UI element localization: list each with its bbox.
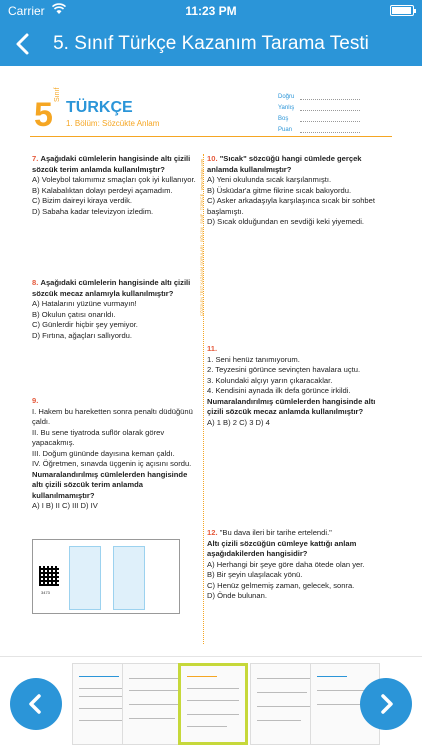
q8-option-a: A) Hatalarını yüzüne vurmayın!	[32, 299, 137, 308]
q12-option-b: B) Bir şeyin ulaşılacak yönü.	[207, 570, 303, 579]
score-points: Puan	[278, 127, 293, 133]
section-title: 1. Bölüm: Sözcükte Anlam	[66, 119, 160, 128]
grade-label: Sınıf	[54, 87, 61, 102]
q11-options: A) 1 B) 2 C) 3 D) 4	[207, 417, 270, 427]
chevron-right-icon	[360, 678, 412, 730]
grade-number: 5	[34, 96, 53, 134]
sheet-code: 3473	[41, 590, 50, 595]
q12-option-c: C) Henüz gelmemiş zaman, gelecek, sonra.	[207, 580, 355, 590]
previous-page-button[interactable]	[10, 678, 62, 730]
header-divider	[30, 136, 392, 137]
battery-icon	[390, 5, 414, 16]
question-9: 9. I. Hakem bu hareketten sonra penaltı düdüğünü çaldı. II. Bu sene tiyatroda suflör olarak görev yapacakmış. III. Doğum gününde dayısına keman çaldı. IV. Öğretmen, sınavda üçgenin iç açısını sordu. Numaralandırılmış cümlelerden hangisinde altı çizili sözcük terim anlamda kullanılmamıştır? A) I B) II C) III D) IV	[32, 396, 198, 512]
q7-option-a: A) Voleybol takımımız smaçları çok iyi kullanıyor.	[32, 175, 196, 184]
answer-column-1	[69, 546, 101, 610]
q10-option-a: A) Yeni okulunda sıcak karşılanmıştı.	[207, 175, 332, 184]
optical-answer-sheet	[32, 539, 180, 614]
q7-option-d: D) Sabaha kadar televizyon izledim.	[32, 206, 154, 216]
test-page-viewer[interactable]	[0, 66, 422, 656]
clock: 11:23 PM	[185, 4, 237, 18]
question-11: 11. 1. Seni henüz tanımıyorum. 2. Teyzesini görünce sevinçten havalara uçtu. 3. Kolundaki alçıyı yarın çıkaracaklar. 4. Kendisini aynada ilk defa görünce irkildi. Numaralandırılmış cümlelerden hangisinde altı çizili sözcük mecaz anlamda kullanılmıştır? A) 1 B) 2 C) 3 D) 4	[207, 344, 376, 427]
page-thumbnail-strip	[0, 656, 422, 750]
q10-option-b: B) Üsküdar'a gitme fikrine sıcak bakıyordu.	[207, 185, 352, 195]
q8-option-c: C) Günlerdir hiçbir şey yemiyor.	[32, 320, 138, 329]
question-12: 12. "Bu dava ileri bir tarihe ertelendi." Altı çizili sözcüğün cümleye kattığı anlam aşağıdakilerden hangisidir? A) Herhangi bir şeye göre daha ötede olan yer. B) Bir şeyin ulaşılacak yönü. C) Henüz gelmemiş zaman, gelecek, sonra. D) Önde bulunan.	[207, 528, 377, 602]
q8-option-b: B) Okulun çatısı onarıldı.	[32, 309, 116, 319]
score-box	[278, 94, 294, 138]
score-wrong: Yanlış	[278, 105, 295, 111]
q8-option-d: D) Fırtına, ağaçları sallıyordu.	[32, 330, 133, 340]
q10-option-d: D) Sıcak olduğundan en sevdiği keki yiyemedi.	[207, 217, 365, 226]
question-7: 7. Aşağıdaki cümlelerin hangisinde altı çizili sözcük terim anlamda kullanılmıştır? A) Voleybol takımımız smaçları çok iyi kullanıyor. B) Kalabalıktan dolayı perdeyi açamadım. C) Bizim daireyi kiraya verdik. D) Sabaha kadar televizyon izledim.	[32, 154, 198, 217]
status-bar	[0, 0, 422, 22]
q7-option-b: B) Kalabalıktan dolayı perdeyi açamadım.	[32, 185, 173, 195]
chevron-left-icon	[10, 678, 62, 730]
next-page-button[interactable]	[360, 678, 412, 730]
q12-option-d: D) Önde bulunan.	[207, 591, 267, 600]
q12-option-a: A) Herhangi bir şeye göre daha ötede olan yer.	[207, 559, 365, 569]
qr-code-icon	[39, 566, 59, 586]
answer-column-2	[113, 546, 145, 610]
question-10: 10. "Sıcak" sözcüğü hangi cümlede gerçek anlamda kullanılmıştır? A) Yeni okulunda sıcak karşılanmıştı. B) Üsküdar'a gitme fikrine sıcak bakıyordu. C) Asker arkadaşıyla karşılaşınca sıcak bir sohbet başlamıştı. D) Sıcak olduğundan en sevdiği keki yiyemedi.	[207, 154, 377, 228]
side-caption: ÇÖZÜLEN TEST KAZANIM SORULARI · BÖLÜM · SINIF · TÜRKÇE · www.dersigo.com	[199, 158, 204, 316]
q7-option-c: C) Bizim daireyi kiraya verdik.	[32, 196, 133, 205]
score-empty: Boş	[278, 116, 289, 122]
carrier-label: Carrier	[8, 4, 45, 18]
question-8: 8. Aşağıdaki cümlelerin hangisinde altı çizili sözcük mecaz anlamıyla kullanılmıştır? A) Hatalarını yüzüne vurmayın! B) Okulun çatısı onarıldı. C) Günlerdir hiçbir şey yemiyor. D) Fırtına, ağaçları sallıyordu.	[32, 278, 198, 341]
page-title: 5. Sınıf Türkçe Kazanım Tarama Testi	[53, 33, 369, 54]
navigation-bar	[0, 22, 422, 66]
q10-option-c: C) Asker arkadaşıyla karşılaşınca sıcak bir sohbet başlamıştı.	[207, 196, 375, 216]
score-correct: Doğru	[278, 94, 295, 100]
page-thumbnail-3-selected[interactable]	[178, 663, 248, 745]
q9-options: A) I B) II C) III D) IV	[32, 501, 98, 510]
subject-title: TÜRKÇE	[66, 99, 133, 116]
